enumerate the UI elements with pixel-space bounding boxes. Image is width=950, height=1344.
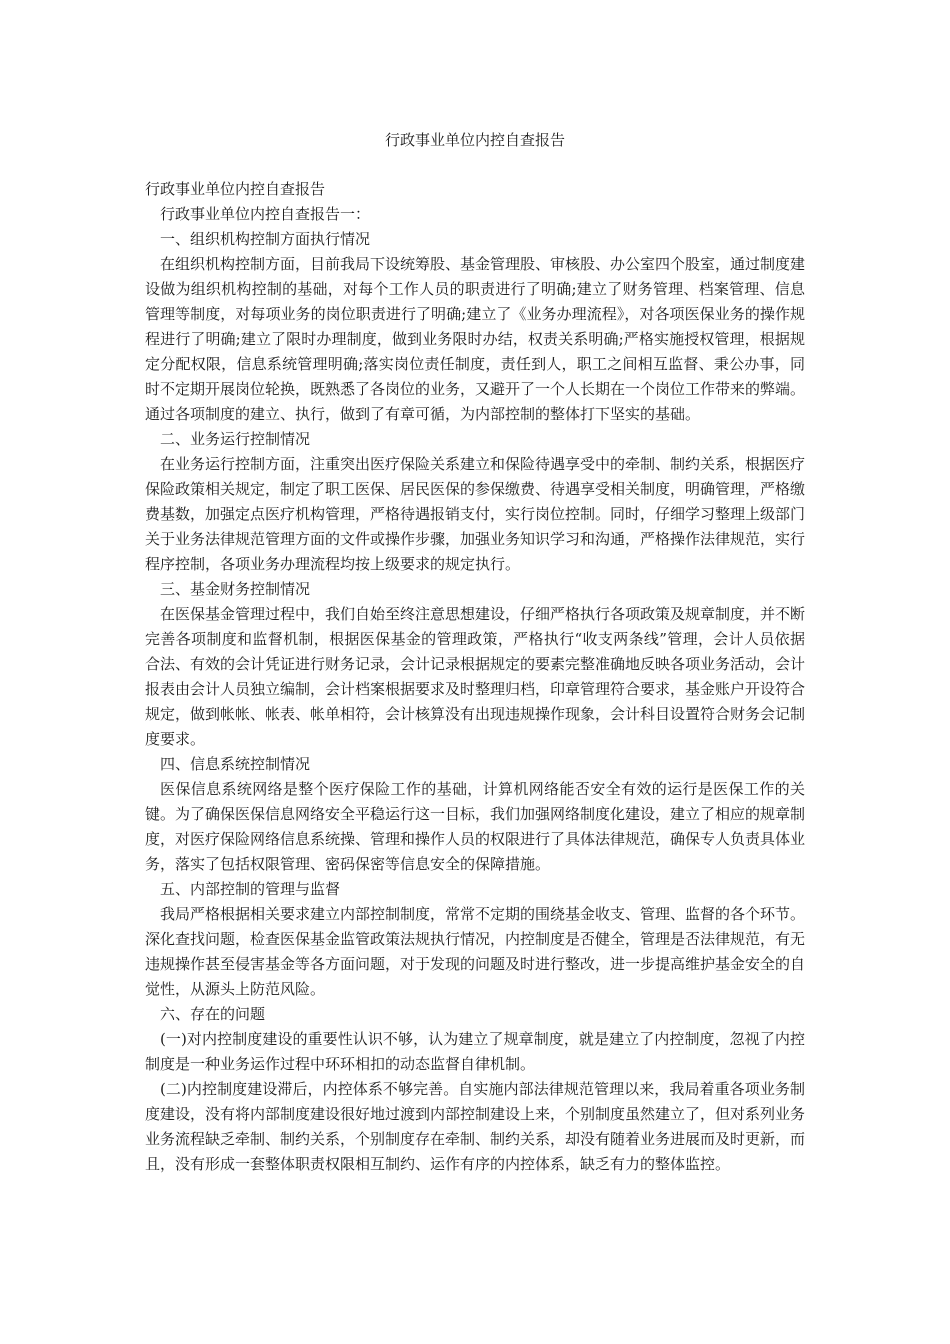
document-subtitle: 行政事业单位内控自查报告: [145, 180, 326, 198]
section-heading: 二、业务运行控制情况: [160, 430, 311, 448]
section-paragraph: (一)对内控制度建设的重要性认识不够，认为建立了规章制度，就是建立了内控制度，忽视了内控制度是一种业务运作过程中环环相扣的动态监督自律机制。: [145, 1030, 805, 1073]
document-body: [145, 177, 805, 1177]
section-paragraph: 在医保基金管理过程中，我们自始至终注意思想建设，仔细严格执行各项政策及规章制度，并不断完善各项制度和监督机制，根据医保基金的管理政策，严格执行“收支两条线”管理，会计人员依据合法、有效的会计凭证进行财务记录，会计记录根据规定的要素完整准确地反映各项业务活动，会计报表由会计人员独立编制，会计档案根据要求及时整理归档，印章管理符合要求，基金账户开设符合规定，做到帐帐、帐表、帐单相符，会计核算没有出现违规操作现象，会计科目设置符合财务会记制度要求。: [145, 605, 806, 748]
section-heading: 五、内部控制的管理与监督: [160, 880, 341, 898]
section-heading: 三、基金财务控制情况: [160, 580, 311, 598]
section-paragraph: 我局严格根据相关要求建立内部控制制度，常常不定期的围绕基金收支、管理、监督的各个环节。深化查找问题，检查医保基金监管政策法规执行情况，内控制度是否健全，管理是否法律规范，有无违规操作甚至侵害基金等各方面问题，对于发现的问题及时进行整改，进一步提高维护基金安全的自觉性，从源头上防范风险。: [145, 905, 806, 998]
report-intro: 行政事业单位内控自查报告一：: [160, 205, 371, 223]
section-heading: 六、存在的问题: [160, 1005, 266, 1023]
section-paragraph: 在组织机构控制方面，目前我局下设统筹股、基金管理股、审核股、办公室四个股室，通过制度建设做为组织机构控制的基础，对每个工作人员的职责进行了明确;建立了财务管理、档案管理、信息管理等制度，对每项业务的岗位职责进行了明确;建立了《业务办理流程》，对各项医保业务的操作规程进行了明确;建立了限时办理制度，做到业务限时办结，权责关系明确;严格实施授权管理，根据规定分配权限，信息系统管理明确;落实岗位责任制度，责任到人，职工之间相互监督、秉公办事，同时不定期开展岗位轮换，既熟悉了各岗位的业务，又避开了一个人长期在一个岗位工作带来的弊端。通过各项制度的建立、执行，做到了有章可循，为内部控制的整体打下坚实的基础。: [145, 255, 806, 423]
page-title: 行政事业单位内控自查报告: [384, 131, 565, 149]
section-paragraph: (二)内控制度建设滞后，内控体系不够完善。自实施内部法律规范管理以来，我局着重各项业务制度建设，没有将内部制度建设很好地过渡到内部控制建设上来，个别制度虽然建立了，但对系列业务业务流程缺乏牵制、制约关系，个别制度存在牵制、制约关系，却没有随着业务进展而及时更新，而且，没有形成一套整体职责权限相互制约、运作有序的内控体系，缺乏有力的整体监控。: [145, 1080, 806, 1173]
section-heading: 四、信息系统控制情况: [160, 755, 311, 773]
section-paragraph: 在业务运行控制方面，注重突出医疗保险关系建立和保险待遇享受中的牵制、制约关系，根据医疗保险政策相关规定，制定了职工医保、居民医保的参保缴费、待遇享受相关制度，明确管理，严格缴费基数，加强定点医疗机构管理，严格待遇报销支付，实行岗位控制。同时，仔细学习整理上级部门关于业务法律规范管理方面的文件或操作步骤，加强业务知识学习和沟通，严格操作法律规范，实行程序控制，各项业务办理流程均按上级要求的规定执行。: [145, 455, 806, 573]
section-heading: 一、组织机构控制方面执行情况: [160, 230, 371, 248]
section-paragraph: 医保信息系统网络是整个医疗保险工作的基础，计算机网络能否安全有效的运行是医保工作的关键。为了确保医保信息网络安全平稳运行这一目标，我们加强网络制度化建设，建立了相应的规章制度，对医疗保险网络信息系统操、管理和操作人员的权限进行了具体法律规范，确保专人负责具体业务，落实了包括权限管理、密码保密等信息安全的保障措施。: [145, 780, 806, 873]
